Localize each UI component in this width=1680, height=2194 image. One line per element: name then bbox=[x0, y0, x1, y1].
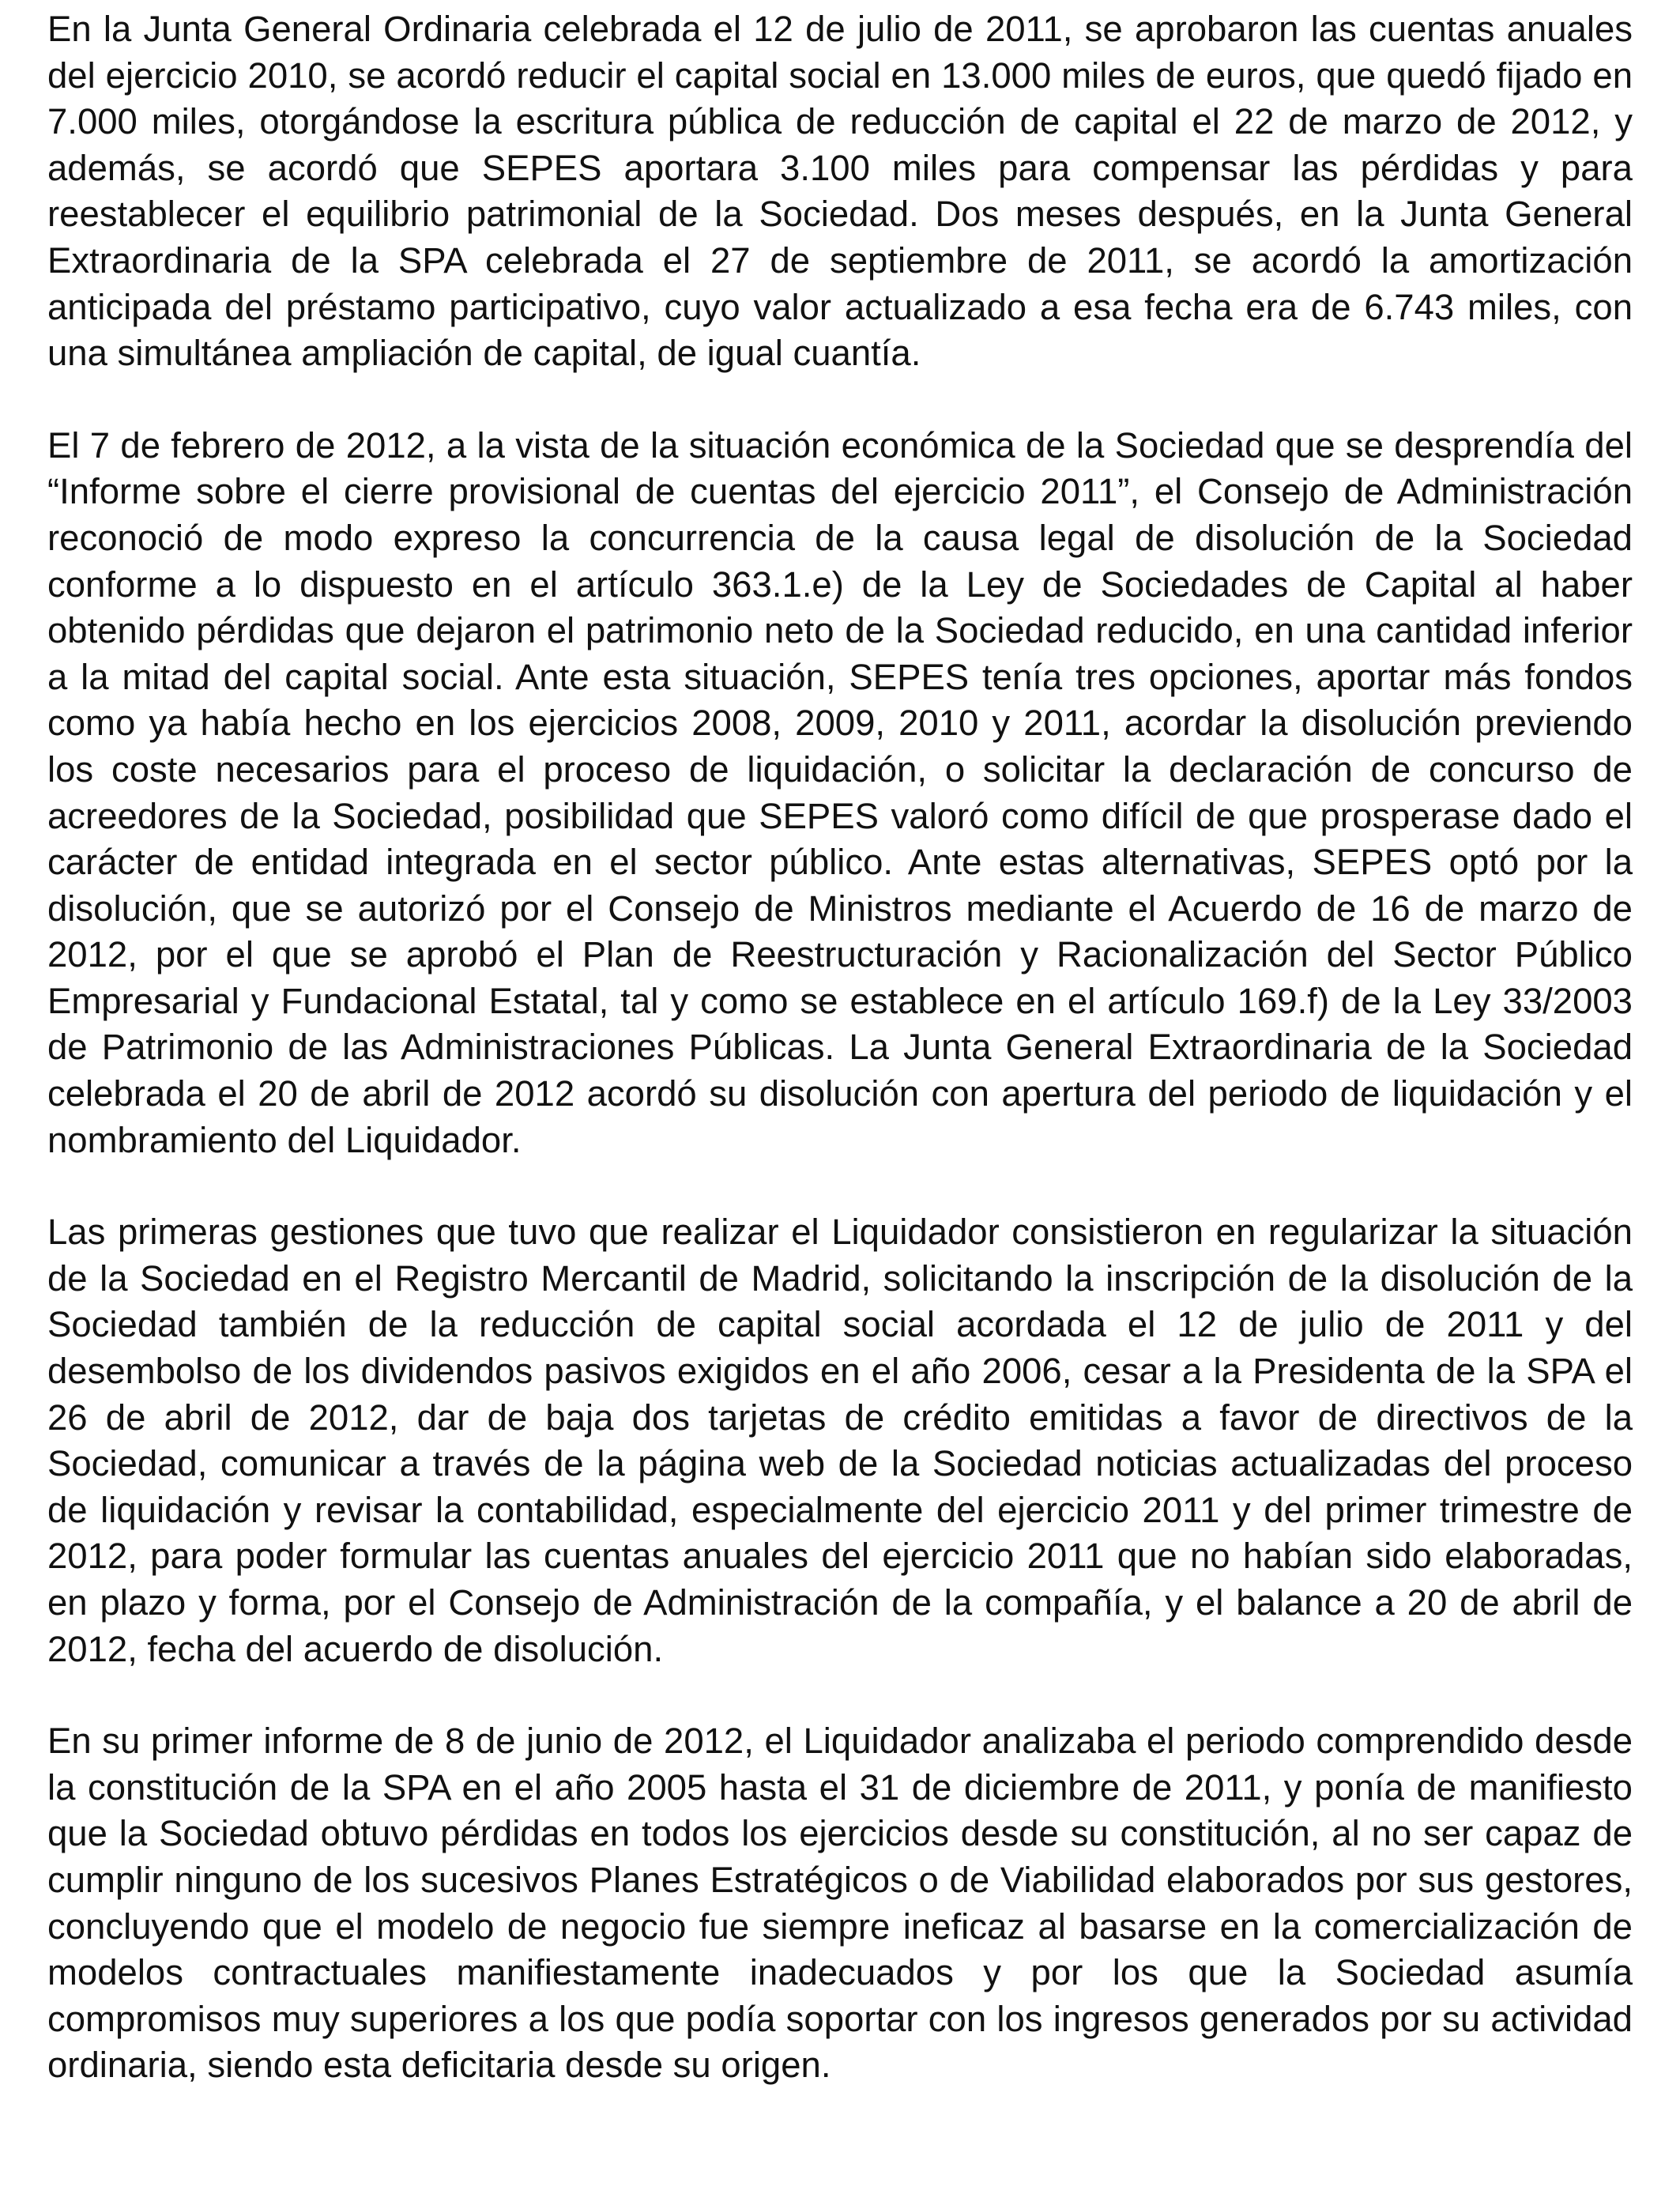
paragraph-4: En su primer informe de 8 de junio de 2012, el Liquidador analizaba el periodo comprendido desde la constitución de la SPA en el año 2005 hasta el 31 de diciembre de 2011, y ponía de manifiesto que la Sociedad obtuvo pérdidas en todos los ejercicios desde su constitución, al no ser capaz de cumplir ninguno de los sucesivos Planes Estratégicos o de Viabilidad elaborados por sus gestores, concluyendo que el modelo de negocio fue siempre ineficaz al basarse en la comercialización de modelos contractuales manifiestamente inadecuados y por los que la Sociedad asumía compromisos muy superiores a los que podía soportar con los ingresos generados por su actividad ordinaria, siendo esta deficitaria desde su origen. bbox=[47, 1721, 1633, 2086]
paragraph-3: Las primeras gestiones que tuvo que realizar el Liquidador consistieron en regularizar la situación de la Sociedad en el Registro Mercantil de Madrid, solicitando la inscripción de la disolución de la Sociedad también de la reducción de capital social acordada el 12 de julio de 2011 y del desembolso de los dividendos pasivos exigidos en el año 2006, cesar a la Presidenta de la SPA el 26 de abril de 2012, dar de baja dos tarjetas de crédito emitidas a favor de directivos de la Sociedad, comunicar a través de la página web de la Sociedad noticias actualizadas del proceso de liquidación y revisar la contabilidad, especialmente del ejercicio 2011 y del primer trimestre de 2012, para poder formular las cuentas anuales del ejercicio 2011 que no habían sido elaboradas, en plazo y forma, por el Consejo de Administración de la compañía, y el balance a 20 de abril de 2012, fecha del acuerdo de disolución. bbox=[47, 1212, 1633, 1669]
paragraph-1: En la Junta General Ordinaria celebrada el 12 de julio de 2011, se aprobaron las cuentas anuales del ejercicio 2010, se acordó reducir el capital social en 13.000 miles de euros, que quedó fijado en 7.000 miles, otorgándose la escritura pública de reducción de capital el 22 de marzo de 2012, y además, se acordó que SEPES aportara 3.100 miles para compensar las pérdidas y para reestablecer el equilibrio patrimonial de la Sociedad. Dos meses después, en la Junta General Extraordinaria de la SPA celebrada el 27 de septiembre de 2011, se acordó la amortización anticipada del préstamo participativo, cuyo valor actualizado a esa fecha era de 6.743 miles, con una simultánea ampliación de capital, de igual cuantía. bbox=[47, 9, 1633, 374]
paragraph-2: El 7 de febrero de 2012, a la vista de la situación económica de la Sociedad que se desprendía del “Informe sobre el cierre provisional de cuentas del ejercicio 2011”, el Consejo de Administración reconoció de modo expreso la concurrencia de la causa legal de disolución de la Sociedad conforme a lo dispuesto en el artículo 363.1.e) de la Ley de Sociedades de Capital al haber obtenido pérdidas que dejaron el patrimonio neto de la Sociedad reducido, en una cantidad inferior a la mitad del capital social. Ante esta situación, SEPES tenía tres opciones, aportar más fondos como ya había hecho en los ejercicios 2008, 2009, 2010 y 2011, acordar la disolución previendo los coste necesarios para el proceso de liquidación, o solicitar la declaración de concurso de acreedores de la Sociedad, posibilidad que SEPES valoró como difícil de que prosperase dado el carácter de entidad integrada en el sector público. Ante estas alternativas, SEPES optó por la disolución, que se autorizó por el Consejo de Ministros mediante el Acuerdo de 16 de marzo de 2012, por el que se aprobó el Plan de Reestructuración y Racionalización del Sector Público Empresarial y Fundacional Estatal, tal y como se establece en el artículo 169.f) de la Ley 33/2003 de Patrimonio de las Administraciones Públicas. La Junta General Extraordinaria de la Sociedad celebrada el 20 de abril de 2012 acordó su disolución con apertura del periodo de liquidación y el nombramiento del Liquidador. bbox=[47, 424, 1633, 1160]
document-page bbox=[47, 6, 1633, 2135]
